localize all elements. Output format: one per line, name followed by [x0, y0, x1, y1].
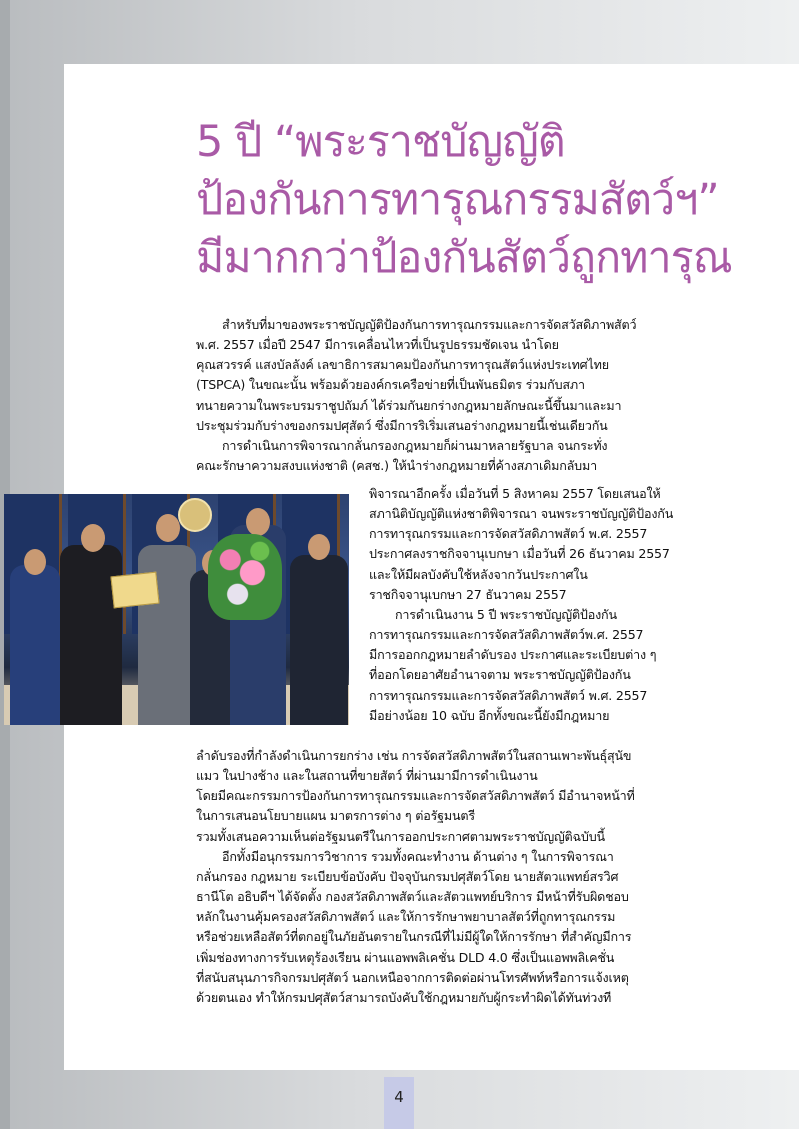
text-line: ธานีโต อธิบดีฯ ได้จัดตั้ง กองสวัสดิภาพสัตว์และสัตวแพทย์บริการ มีหน้าที่รับผิดชอบ	[196, 889, 629, 905]
body-paragraph-bottom	[196, 746, 756, 1008]
text-line: ด้วยตนเอง ทำให้กรมปศุสัตว์สามารถบังคับใช้กฎหมายกับผู้กระทำผิดได้ทันท่วงที	[196, 989, 612, 1005]
text-line: ที่สนับสนุนภารกิจกรมปศุสัตว์ นอกเหนือจากการติดต่อผ่านโทรศัพท์หรือการแจ้งเหตุ	[196, 969, 629, 985]
text-line: คณะรักษาความสงบแห่งชาติ (คสช.) ให้นำร่างกฎหมายที่ค้างสภาเดิมกลับมา	[196, 458, 597, 474]
text-line: ที่ออกโดยอาศัยอำนาจตาม พระราชบัญญัติป้องกัน	[369, 667, 631, 683]
text-line: สำหรับที่มาของพระราชบัญญัติป้องกันการทารุณกรรมและการจัดสวัสดิภาพสัตว์	[222, 317, 637, 332]
text-line: แมว ในปางช้าง และในสถานที่ขายสัตว์ ที่ผ่านมามีการดำเนินงาน	[196, 768, 538, 784]
text-line: การทารุณกรรมและการจัดสวัสดิภาพสัตว์พ.ศ. 2557	[369, 627, 644, 643]
text-line: รวมทั้งเสนอความเห็นต่อรัฐมนตรีในการออกประกาศตามพระราชบัญญัติฉบับนี้	[196, 828, 605, 844]
text-line: ประชุมร่วมกับร่างของกรมปศุสัตว์ ซึ่งมีการริเริ่มเสนอร่างกฎหมายนี้เช่นเดียวกัน	[196, 417, 608, 433]
body-paragraph-right	[369, 484, 756, 726]
text-line: ประกาศลงราชกิจจานุเบกษา เมื่อวันที่ 26 ธันวาคม 2557	[369, 546, 670, 562]
text-line: ราชกิจจานุเบกษา 27 ธันวาคม 2557	[369, 586, 567, 602]
text-line: การดำเนินการพิจารณากลั่นกรองกฎหมายก็ผ่านมาหลายรัฐบาล จนกระทั่ง	[222, 437, 608, 453]
ceremony-photo	[4, 494, 349, 725]
title-line: 5 ปี “พระราชบัญญัติ	[196, 117, 565, 167]
text-line: การทารุณกรรมและการจัดสวัสดิภาพสัตว์ พ.ศ. 2557	[369, 526, 648, 542]
text-line: โดยมีคณะกรรมการป้องกันการทารุณกรรมและการจัดสวัสดิภาพสัตว์ มีอำนาจหน้าที่	[196, 788, 635, 804]
text-line: ลำดับรองที่กำลังดำเนินการยกร่าง เช่น การจัดสวัสดิภาพสัตว์ในสถานเพาะพันธุ์สุนัข	[196, 748, 632, 763]
text-line: พิจารณาอีกครั้ง เมื่อวันที่ 5 สิงหาคม 2557 โดยเสนอให้	[369, 486, 661, 501]
text-line: (TSPCA) ในขณะนั้น พร้อมด้วยองค์กรเครือข่ายที่เป็นพันธมิตร ร่วมกับสภา	[196, 377, 585, 393]
page-number: 4	[394, 1088, 404, 1106]
title-line: ป้องกันการทารุณกรรมสัตว์ฯ”	[196, 175, 719, 225]
text-line: อีกทั้งมีอนุกรรมการวิชาการ รวมทั้งคณะทำงาน ด้านต่าง ๆ ในการพิจารณา	[222, 848, 614, 864]
body-paragraph-top	[196, 315, 756, 476]
text-line: สภานิติบัญญัติแห่งชาติพิจารณา จนพระราชบัญญัติป้องกัน	[369, 506, 674, 522]
text-line: เพิ่มช่องทางการรับเหตุร้องเรียน ผ่านแอพพลิเคชั่น DLD 4.0 ซึ่งเป็นแอพพลิเคชั่น	[196, 949, 615, 965]
text-line: พ.ศ. 2557 เมื่อปี 2547 มีการเคลื่อนไหวที่เป็นรูปธรรมชัดเจน นำโดย	[196, 337, 559, 353]
text-line: มีอย่างน้อย 10 ฉบับ อีกทั้งขณะนี้ยังมีกฎหมาย	[369, 707, 610, 723]
text-line: มีการออกกฎหมายลำดับรอง ประกาศและระเบียบต่าง ๆ	[369, 647, 657, 663]
text-line: คุณสวรรค์ แสงบัลลังค์ เลขาธิการสมาคมป้องกันการทารุณสัตว์แห่งประเทศไทย	[196, 357, 609, 373]
text-line: การทารุณกรรมและการจัดสวัสดิภาพสัตว์ พ.ศ. 2557	[369, 687, 648, 703]
text-line: ทนายความในพระบรมราชูปถัมภ์ ได้ร่วมกันยกร่างกฎหมายลักษณะนี้ขึ้นมาและมา	[196, 397, 622, 413]
text-line: หลักในงานคุ้มครองสวัสดิภาพสัตว์ และให้การรักษาพยาบาลสัตว์ที่ถูกทารุณกรรม	[196, 909, 616, 925]
text-line: และให้มีผลบังคับใช้หลังจากวันประกาศใน	[369, 566, 588, 582]
text-line: กลั่นกรอง กฎหมาย ระเบียบข้อบังคับ ปัจจุบันกรมปศุสัตว์โดย นายสัตวแพทย์สรวิศ	[196, 868, 619, 884]
text-line: การดำเนินงาน 5 ปี พระราชบัญญัติป้องกัน	[395, 606, 617, 622]
text-line: ในการเสนอนโยบายแผน มาตรการต่าง ๆ ต่อรัฐมนตรี	[196, 808, 475, 824]
title-line: มีมากกว่าป้องกันสัตว์ถูกทารุณ	[196, 233, 732, 283]
article-title	[196, 113, 786, 287]
text-line: หรือช่วยเหลือสัตว์ที่ตกอยู่ในภัยอันตรายในกรณีที่ไม่มีผู้ใดให้การรักษา ที่สำคัญมีการ	[196, 929, 632, 945]
